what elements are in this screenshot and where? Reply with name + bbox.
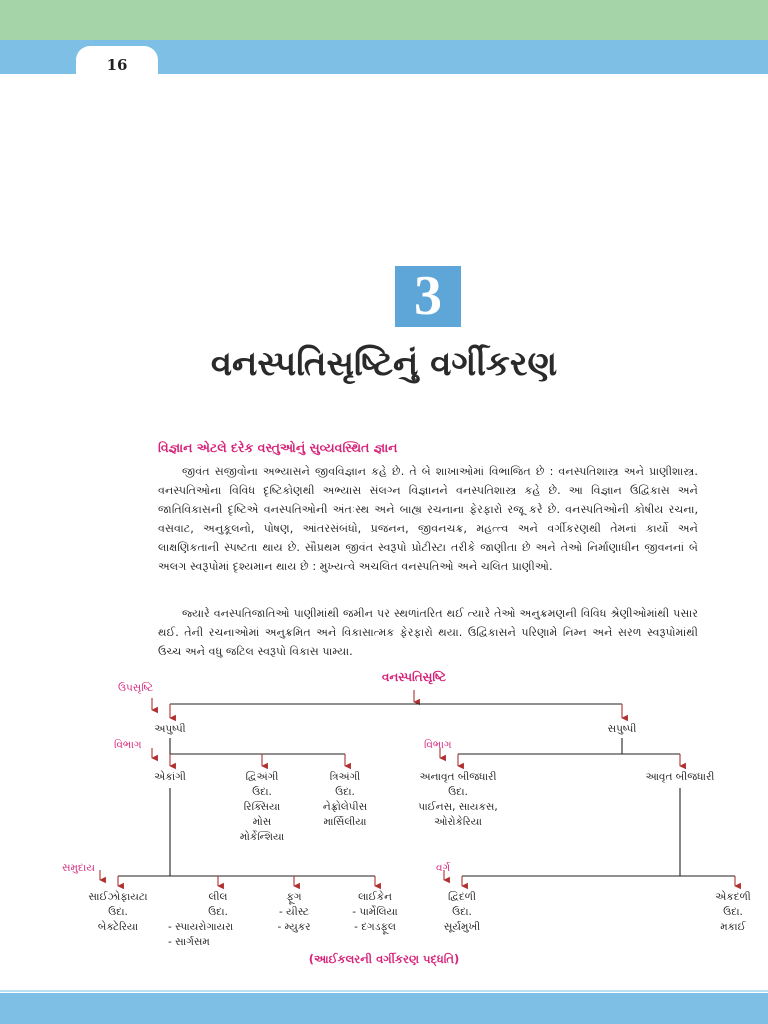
gymnosperm-item: પાઈનસ, સાયકસ,	[418, 801, 498, 813]
node-angiosperm: આવૃત બીજધારી	[645, 771, 715, 783]
group-item: - સ્પાયરોગાયરા	[168, 921, 234, 933]
footer-blue-band	[0, 993, 768, 1024]
chapter-number: 3	[395, 266, 461, 327]
diagram-root: વનસ્પતિસૃષ્ટિ	[381, 670, 447, 684]
node-dicot	[427, 890, 497, 935]
bryophyta-item: મોસ	[252, 816, 272, 828]
rank-division-right: વિભાગ	[424, 739, 452, 751]
rank-division-left: વિભાગ	[114, 739, 142, 751]
gymnosperm-name: અનાવૃત બીજધારી	[419, 771, 497, 783]
group-item: - મ્યુકર	[277, 921, 311, 933]
node-pteridophyta	[295, 770, 395, 830]
diagram-caption: (આઈકલરની વર્ગીકરણ પદ્ધતિ)	[308, 952, 460, 966]
class-name: એકદળી	[715, 891, 751, 903]
rank-group: સમુદાય	[62, 862, 95, 874]
bryophyta-item: મોર્કેન્શિયા	[239, 831, 285, 843]
class-item: મકાઈ	[720, 921, 746, 933]
pteridophyta-ex: ઉદા.	[335, 786, 355, 798]
class-name: દ્વિદળી	[448, 891, 476, 903]
pteridophyta-name: ત્રિઅંગી	[329, 771, 361, 783]
node-apushpi: અપુષ્પી	[154, 723, 186, 735]
paragraph-1: જીવંત સજીવોના અભ્યાસને જીવવિજ્ઞાન કહે છે. તે બે શાખાઓમાં વિભાજિત છે : વનસ્પતિશાસ્ત્ર અને પ્રાણીશાસ્ત્ર. વનસ્પતિઓના વિવિધ દૃષ્ટિકોણથી અભ્યાસ સંલગ્ન વિજ્ઞાનને વનસ્પતિશાસ્ત્ર કહે છે. આ વિજ્ઞાન ઉદ્વિકાસ અને જાતિવિકાસની દૃષ્ટિએ વનસ્પતિઓની અંતઃસ્થ અને બાહ્ય રચનાના ફેરફારો રજૂ કરે છે. વનસ્પતિઓની કોષીય રચના, વસવાટ, અનુકૂલનો, પોષણ, આંતરસંબંધો, પ્રજનન, જીવનચક્ર, મહત્ત્વ અને વર્ગીકરણથી તેમનાં કાર્યો અને લાક્ષણિકતાની સ્પષ્ટતા થાય છે. સૌપ્રથમ જીવંત સ્વરૂપો પ્રોટીસ્ટા તરીકે જાણીતા છે અને તેઓ નિર્માણાધીન જીવનનાં બે અલગ સ્વરૂપોમાં દૃશ્યમાન થાય છે : મુખ્યત્વે અચલિત વનસ્પતિઓ અને ચલિત પ્રાણીઓ.	[158, 465, 698, 573]
node-thallophyta: એકાંગી	[154, 771, 186, 783]
group-name: સાઈઝોફાયટા	[88, 891, 148, 903]
group-item: બેક્ટેરિયા	[97, 921, 139, 933]
bryophyta-name: દ્વિઅંગી	[245, 771, 279, 783]
node-fungi	[259, 890, 329, 935]
rank-subkingdom: ઉપસૃષ્ટિ	[118, 682, 154, 694]
chapter-title: વનસ્પતિસૃષ્ટિનું વર્ગીકરણ	[210, 344, 558, 384]
group-item: - સાર્ગસમ	[168, 936, 210, 948]
bryophyta-ex: ઉદા.	[252, 786, 272, 798]
pteridophyta-item: માર્સિલીયા	[323, 816, 367, 828]
node-lichen	[330, 890, 420, 935]
group-item: - દગડફૂલ	[354, 921, 396, 933]
group-item: - પાર્મેલિયા	[352, 906, 398, 918]
group-ex: ઉદા.	[108, 906, 128, 918]
paragraph-2: જ્યારે વનસ્પતિજાતિઓ પાણીમાંથી જમીન પર સ્થળાંતરિત થઈ ત્યારે તેઓ અનુક્રમણની વિવિધ શ્રેણીઓમાંથી પસાર થઈ. તેની રચનાઓમાં અનુક્રમિત અને વિકાસાત્મક ફેરફારો થયા. ઉદ્વિકાસને પરિણામે નિમ્ન અને સરળ સ્વરૂપોમાંથી ઉચ્ચ અને વધુ જટિલ સ્વરૂપો વિકાસ પામ્યા.	[158, 607, 698, 658]
gymnosperm-item: ઓરોકેરિયા	[434, 816, 482, 828]
node-algae	[168, 890, 268, 950]
node-schizophyta	[78, 890, 158, 935]
group-name: લાઈકેન	[358, 891, 392, 903]
page-number: 16	[76, 46, 158, 80]
group-name: ફૂગ	[286, 891, 302, 903]
group-item: - યીસ્ટ	[278, 906, 310, 918]
node-sapushpi: સપુષ્પી	[607, 723, 637, 735]
footer-line	[0, 990, 768, 992]
node-monocot	[700, 890, 766, 935]
pteridophyta-item: નેફ્રોલેપીસ	[322, 801, 368, 813]
class-item: સૂર્યમુખી	[443, 921, 481, 933]
rank-class: વર્ગ	[436, 862, 451, 874]
gymnosperm-ex: ઉદા.	[448, 786, 468, 798]
class-ex: ઉદા.	[452, 906, 472, 918]
node-gymnosperm	[398, 770, 518, 830]
group-ex: ઉદા.	[208, 906, 228, 918]
group-name: લીલ	[208, 891, 228, 903]
section-heading: વિજ્ઞાન એટલે દરેક વસ્તુઓનું સુવ્યવસ્થિત જ્ઞાન	[158, 440, 398, 455]
header-green-band	[0, 0, 768, 40]
bryophyta-item: રિક્સિયા	[243, 801, 281, 813]
class-ex: ઉદા.	[723, 906, 743, 918]
classification-diagram	[0, 666, 768, 976]
